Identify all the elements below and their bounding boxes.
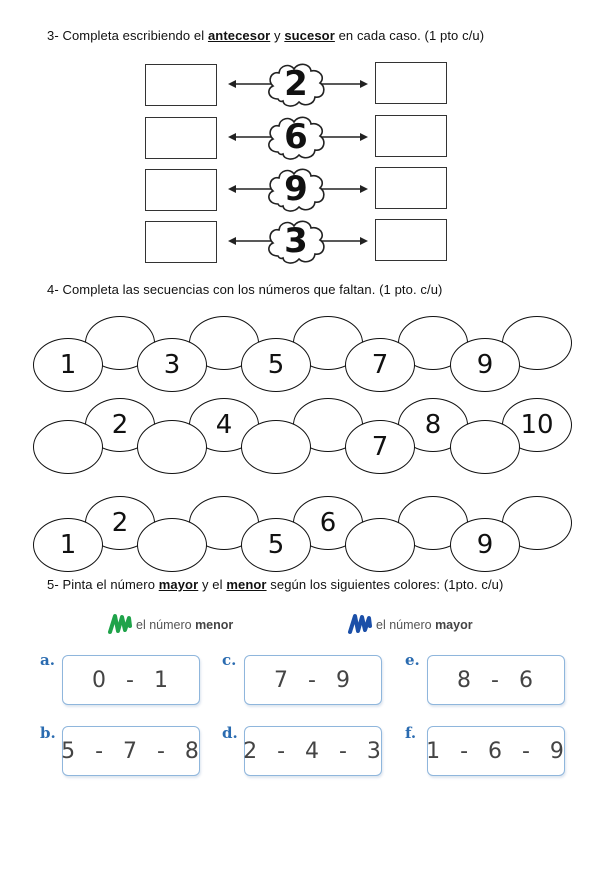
cloud-number-label: 9 <box>284 169 308 209</box>
sucesor-answer-box[interactable] <box>375 62 447 104</box>
sequence-number-oval: 6 <box>293 496 363 550</box>
section-5-instruction <box>47 577 503 592</box>
sequence-blank-oval[interactable] <box>450 420 520 474</box>
legend-text: el número <box>376 618 436 632</box>
number-comparison-card[interactable]: 0 - 1 <box>62 655 200 705</box>
item-letter: d. <box>222 724 238 742</box>
sequence-number-oval: 3 <box>137 338 207 392</box>
antecesor-answer-box[interactable] <box>145 64 217 106</box>
instruction-text: 3- Completa escribiendo el <box>47 28 208 43</box>
mayor-word: mayor <box>158 577 199 592</box>
instruction-text: en cada caso. (1 pto c/u) <box>334 28 485 43</box>
sucesor-word: sucesor <box>284 28 335 43</box>
antecesor-answer-box[interactable] <box>145 117 217 159</box>
sequence-number-oval: 7 <box>345 338 415 392</box>
instruction-text: 5- Pinta el número <box>47 577 159 592</box>
cloud-number <box>264 112 328 162</box>
legend-bold: mayor <box>435 618 473 632</box>
cloud-number <box>264 164 328 214</box>
instruction-text: y <box>270 28 285 43</box>
number-comparison-card[interactable]: 7 - 9 <box>244 655 382 705</box>
legend-text: el número <box>136 618 196 632</box>
instruction-text: según los siguientes colores: (1pto. c/u) <box>266 577 504 592</box>
sequence-number-oval: 1 <box>33 338 103 392</box>
cloud-number <box>264 59 328 109</box>
sequence-blank-oval[interactable] <box>345 518 415 572</box>
number-comparison-card[interactable]: 5 - 7 - 8 <box>62 726 200 776</box>
antecesor-answer-box[interactable] <box>145 221 217 263</box>
item-letter: f. <box>405 724 417 742</box>
sequence-blank-oval[interactable] <box>137 518 207 572</box>
sequence-blank-oval[interactable] <box>137 420 207 474</box>
sequence-number-oval: 7 <box>345 420 415 474</box>
sucesor-answer-box[interactable] <box>375 167 447 209</box>
sequence-number-oval: 2 <box>85 398 155 452</box>
cloud-number-label: 6 <box>284 117 308 157</box>
antecesor-word: antecesor <box>207 28 271 43</box>
sequence-number-oval: 1 <box>33 518 103 572</box>
sequence-number-oval: 10 <box>502 398 572 452</box>
antecesor-answer-box[interactable] <box>145 169 217 211</box>
green-crayon-scribble-icon <box>107 612 133 636</box>
legend-bold: menor <box>195 618 234 632</box>
cloud-number-label: 3 <box>284 221 308 261</box>
sequence-number-oval: 8 <box>398 398 468 452</box>
item-letter: c. <box>222 651 237 669</box>
cloud-number <box>264 216 328 266</box>
item-letter: a. <box>40 651 55 669</box>
section-3-instruction <box>47 28 484 43</box>
number-comparison-card[interactable]: 1 - 6 - 9 <box>427 726 565 776</box>
sucesor-answer-box[interactable] <box>375 115 447 157</box>
sequence-number-oval: 5 <box>241 518 311 572</box>
cloud-number-label: 2 <box>284 64 308 104</box>
sequence-blank-oval[interactable] <box>33 420 103 474</box>
sucesor-answer-box[interactable] <box>375 219 447 261</box>
item-letter: e. <box>405 651 420 669</box>
sequence-blank-oval[interactable] <box>241 420 311 474</box>
instruction-text: y el <box>198 577 227 592</box>
sequence-number-oval: 5 <box>241 338 311 392</box>
sequence-number-oval: 9 <box>450 338 520 392</box>
menor-word: menor <box>226 577 267 592</box>
item-letter: b. <box>40 724 56 742</box>
sequence-number-oval: 2 <box>85 496 155 550</box>
section-4-instruction: 4- Completa las secuencias con los números que faltan. (1 pto. c/u) <box>47 282 443 297</box>
number-comparison-card[interactable]: 2 - 4 - 3 <box>244 726 382 776</box>
number-comparison-card[interactable]: 8 - 6 <box>427 655 565 705</box>
sequence-number-oval: 4 <box>189 398 259 452</box>
blue-crayon-scribble-icon <box>347 612 373 636</box>
sequence-number-oval: 9 <box>450 518 520 572</box>
legend-menor <box>136 618 233 632</box>
legend-mayor <box>376 618 473 632</box>
